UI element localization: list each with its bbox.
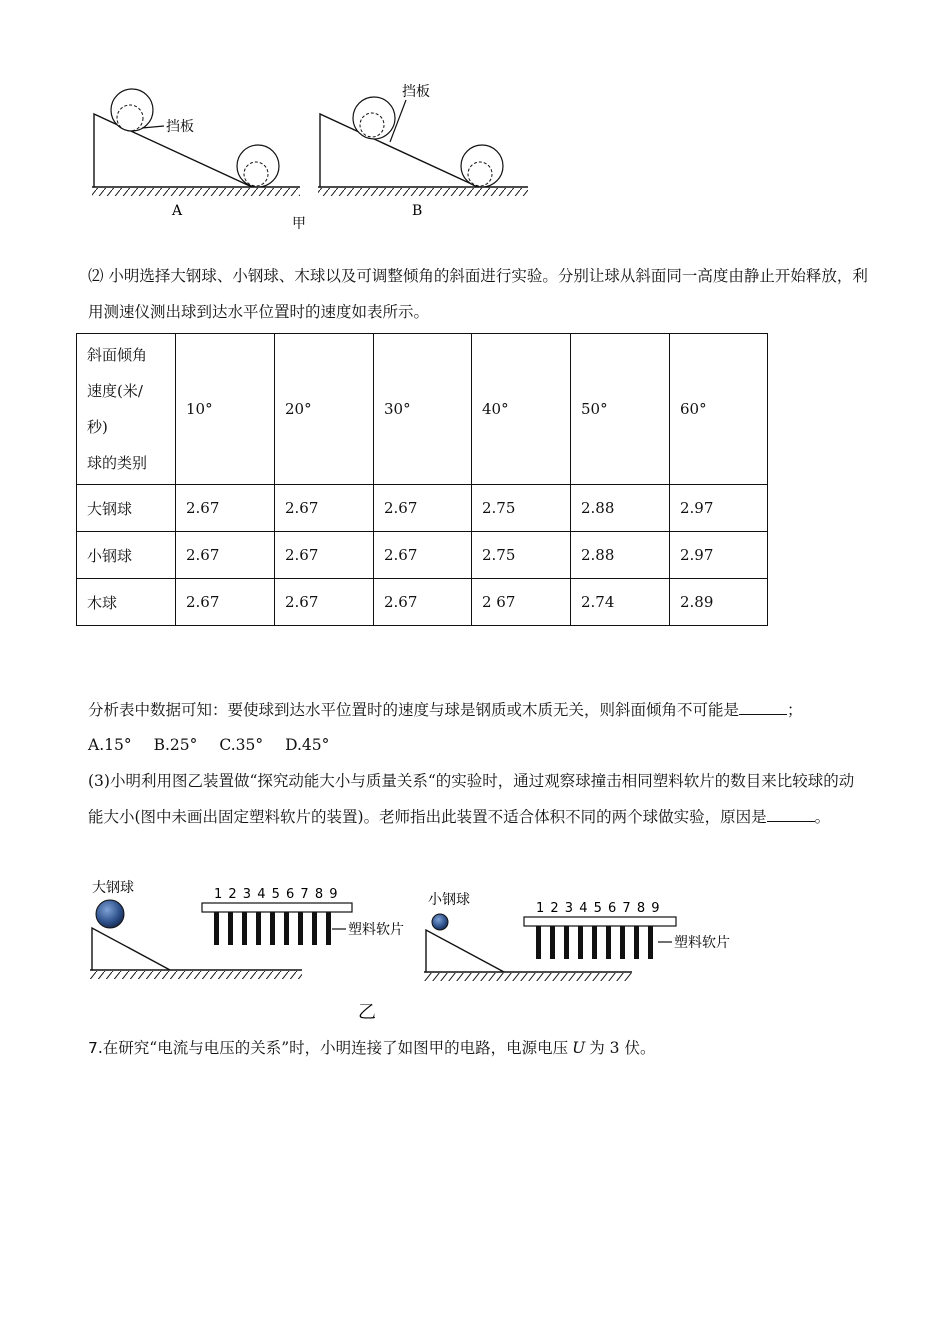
- speed-cell: 2.67: [176, 532, 275, 579]
- header-line: 斜面倾角: [87, 346, 148, 364]
- plastic-strips-left: [214, 912, 331, 945]
- speed-cell: 2.67: [176, 579, 275, 626]
- speed-cell: 2.89: [670, 579, 768, 626]
- table-row: [77, 485, 768, 532]
- speed-cell: 2.97: [670, 532, 768, 579]
- option-c: C.35°: [219, 736, 264, 754]
- question-7-number: 7: [88, 1039, 98, 1057]
- speed-cell: 2.97: [670, 485, 768, 532]
- small-ball-label: 小钢球: [428, 892, 470, 908]
- part3-paragraph: [88, 763, 868, 835]
- big-steel-ball: [96, 900, 124, 928]
- question-7-text-end: 为 3 伏。: [589, 1039, 656, 1057]
- part3-text: (3)小明利用图乙装置做“探究动能大小与质量关系“的实验时，通过观察球撞击相同塑料软片的数目来比较球的动能大小(图中未画出固定塑料软片的装置)。老师指出此装置不适合体积不同的两个球做实验，原因是: [88, 772, 855, 826]
- answer-blank[interactable]: [739, 696, 787, 715]
- speed-cell: 2.67: [374, 485, 472, 532]
- label-a: A: [172, 203, 183, 219]
- option-a: A.15°: [88, 736, 132, 754]
- option-d: D.45°: [285, 736, 330, 754]
- baffle-a-label: 挡板: [166, 119, 194, 135]
- baffle-b-label: 挡板: [402, 84, 430, 100]
- strips-label-right: 塑料软片: [674, 935, 730, 951]
- ramp-a: [92, 89, 300, 196]
- strip-numbers: 1 2 3 4 5 6 7 8 9: [214, 887, 339, 902]
- strip-numbers: 1 2 3 4 5 6 7 8 9: [536, 901, 661, 916]
- reason-blank[interactable]: [767, 803, 815, 822]
- figure-jia-caption: 甲: [292, 216, 306, 232]
- ball-type-cell: 大钢球: [77, 485, 176, 532]
- plastic-strips-right: [536, 926, 653, 959]
- figure-yi-caption: 乙: [358, 1002, 376, 1023]
- ramp-right: [426, 930, 504, 972]
- angle-header: 60°: [670, 334, 768, 485]
- options-line: [88, 727, 868, 763]
- angle-header: 30°: [374, 334, 472, 485]
- speed-cell: 2.67: [275, 532, 374, 579]
- analysis-paragraph: [88, 692, 878, 728]
- speed-cell: 2.88: [571, 485, 670, 532]
- ramp-b: [318, 97, 528, 196]
- speed-table: [76, 333, 768, 626]
- ball-type-cell: 小钢球: [77, 532, 176, 579]
- option-b: B.25°: [153, 736, 198, 754]
- part3-end: 。: [814, 808, 831, 826]
- figure-jia: [80, 80, 540, 240]
- speed-cell: 2 67: [472, 579, 571, 626]
- speed-cell: 2.74: [571, 579, 670, 626]
- angle-header: 50°: [571, 334, 670, 485]
- analysis-end: ；: [787, 701, 803, 719]
- speed-cell: 2.67: [374, 579, 472, 626]
- angle-header: 20°: [275, 334, 374, 485]
- small-steel-ball: [432, 914, 448, 930]
- table-corner-cell: [77, 334, 176, 485]
- speed-cell: 2.67: [374, 532, 472, 579]
- table-header-row: [77, 334, 768, 485]
- table-row: [77, 532, 768, 579]
- angle-header: 10°: [176, 334, 275, 485]
- header-line: 速度(米/: [87, 382, 143, 400]
- figure-yi: [80, 872, 760, 1027]
- speed-cell: 2.88: [571, 532, 670, 579]
- header-line: 球的类别: [87, 454, 148, 472]
- speed-cell: 2.67: [176, 485, 275, 532]
- big-ball-label: 大钢球: [92, 880, 134, 896]
- header-line: 秒): [87, 418, 108, 436]
- speed-cell: 2.67: [275, 579, 374, 626]
- table-row: [77, 579, 768, 626]
- ramp-left: [92, 928, 170, 970]
- strips-label-left: 塑料软片: [348, 922, 404, 938]
- analysis-text: 分析表中数据可知：要使球到达水平位置时的速度与球是钢质或木质无关，则斜面倾角不可能是: [88, 701, 740, 719]
- question-7-text: .在研究“电流与电压的关系”时，小明连接了如图甲的电路，电源电压: [97, 1039, 569, 1057]
- ball-type-cell: 木球: [77, 579, 176, 626]
- part2-paragraph: ⑵ 小明选择大钢球、小钢球、木球以及可调整倾角的斜面进行实验。分别让球从斜面同一高度由静止开始释放，利用测速仪测出球到达水平位置时的速度如表所示。: [88, 267, 868, 321]
- question-7: [88, 1030, 868, 1066]
- voltage-variable: U: [572, 1039, 586, 1057]
- angle-header: 40°: [472, 334, 571, 485]
- speed-cell: 2.67: [275, 485, 374, 532]
- speed-cell: 2.75: [472, 485, 571, 532]
- label-b: B: [412, 203, 423, 219]
- speed-cell: 2.75: [472, 532, 571, 579]
